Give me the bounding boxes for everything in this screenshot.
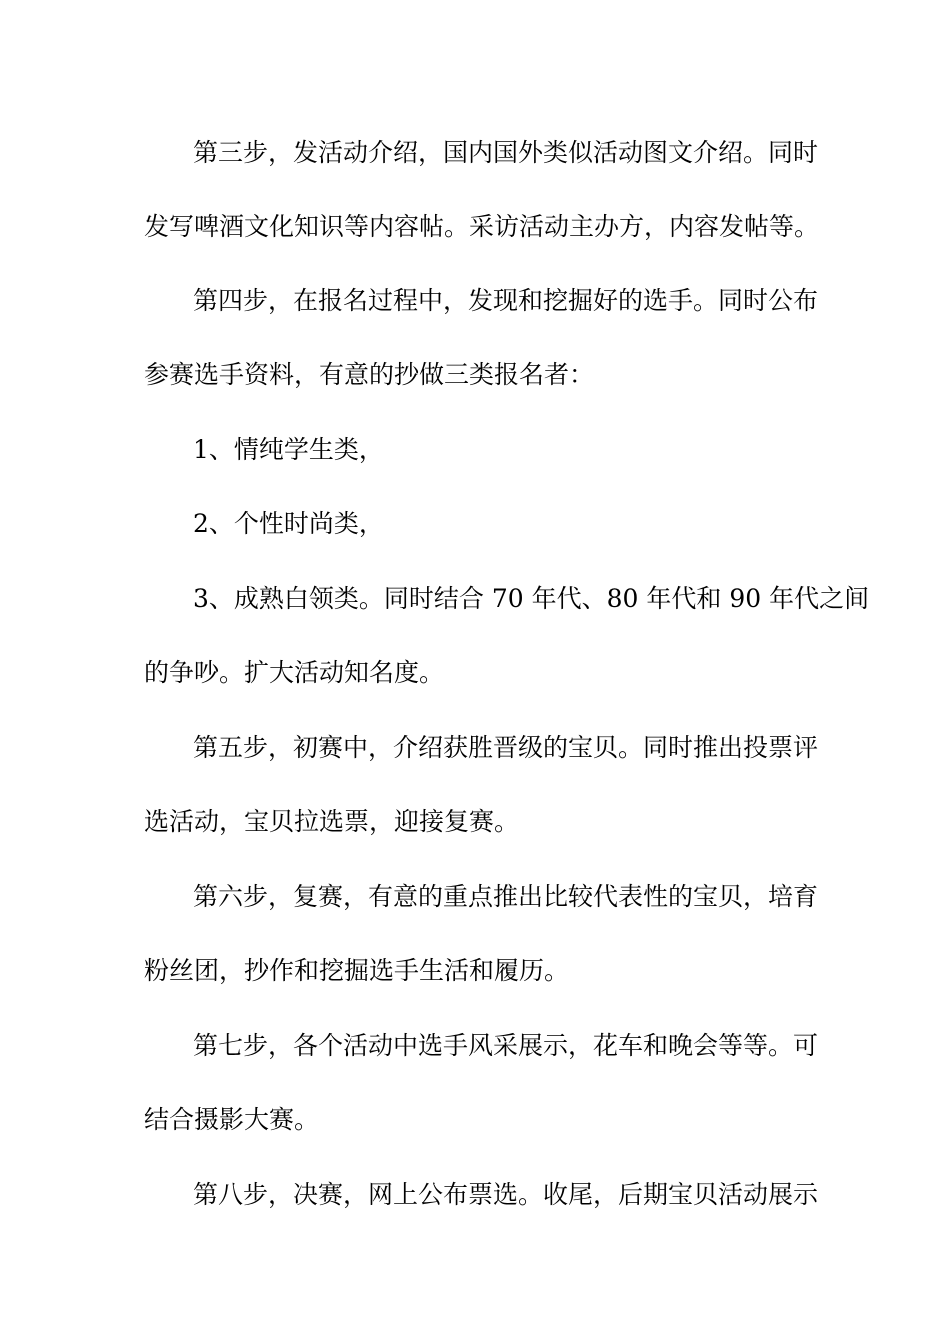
paragraph-line: 第五步，初赛中，介绍获胜晋级的宝贝。同时推出投票评 xyxy=(193,733,819,762)
paragraph-line: 第三步，发活动介绍，国内国外类似活动图文介绍。同时 xyxy=(193,138,819,167)
paragraph-line: 的争吵。扩大活动知名度。 xyxy=(144,658,445,687)
paragraph-line: 第七步，各个活动中选手风采展示，花车和晚会等等。可 xyxy=(193,1031,819,1060)
paragraph-line: 粉丝团，抄作和挖掘选手生活和履历。 xyxy=(144,956,570,985)
paragraph-line: 发写啤酒文化知识等内容帖。采访活动主办方，内容发帖等。 xyxy=(144,212,820,241)
paragraph-line: 结合摄影大赛。 xyxy=(144,1105,320,1134)
list-item: 2、个性时尚类， xyxy=(193,509,384,538)
paragraph-line: 参赛选手资料，有意的抄做三类报名者： xyxy=(144,360,595,389)
paragraph-line: 第八步，决赛，网上公布票选。收尾，后期宝贝活动展示 xyxy=(193,1180,819,1209)
paragraph-line: 第四步，在报名过程中，发现和挖掘好的选手。同时公布 xyxy=(193,286,819,315)
list-item: 3、成熟白领类。同时结合 70 年代、80 年代和 90 年代之间 xyxy=(193,584,870,613)
list-item: 1、情纯学生类， xyxy=(193,435,384,464)
paragraph-line: 第六步，复赛，有意的重点推出比较代表性的宝贝，培育 xyxy=(193,882,819,911)
paragraph-line: 选活动，宝贝拉选票，迎接复赛。 xyxy=(144,807,520,836)
